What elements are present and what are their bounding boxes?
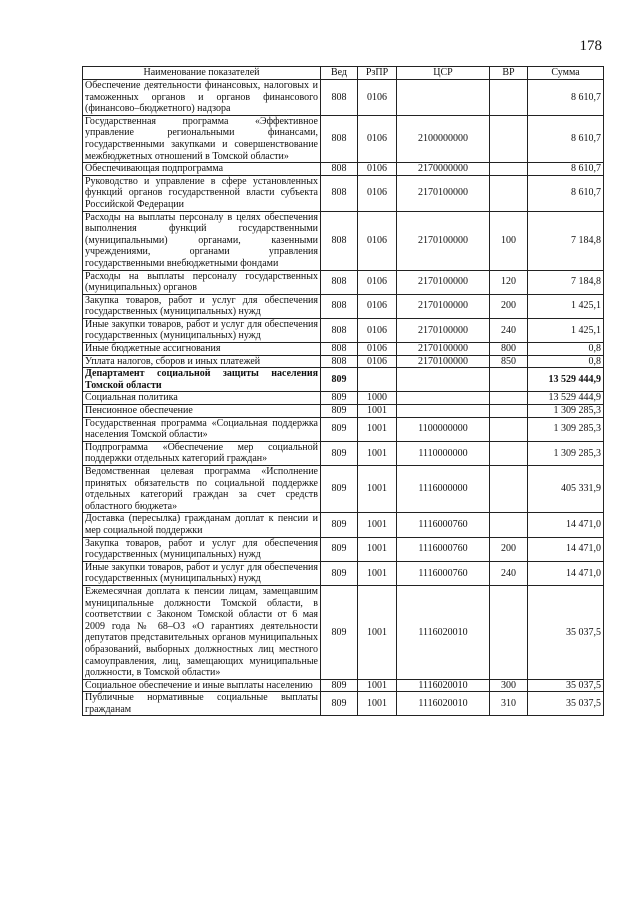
- cell-ved: 808: [321, 270, 358, 294]
- cell-sum: 13 529 444,9: [528, 392, 604, 405]
- cell-name: Иные бюджетные ассигнования: [83, 343, 321, 356]
- cell-name: Социальная политика: [83, 392, 321, 405]
- cell-ved: 809: [321, 585, 358, 679]
- table-row: [83, 537, 604, 561]
- cell-ved: 808: [321, 355, 358, 368]
- header-vr: ВР: [490, 67, 528, 80]
- table-row: [83, 692, 604, 716]
- table-row: [83, 513, 604, 537]
- cell-vr: [490, 466, 528, 513]
- cell-sum: 8 610,7: [528, 163, 604, 176]
- cell-vr: [490, 392, 528, 405]
- cell-ved: 809: [321, 417, 358, 441]
- cell-name: Ведомственная целевая программа «Исполнение принятых обязательств по социальной поддержке отдельных категорий граждан за счет средств областного бюджета»: [83, 466, 321, 513]
- cell-sum: 8 610,7: [528, 115, 604, 162]
- cell-sum: 14 471,0: [528, 537, 604, 561]
- cell-sum: 7 184,8: [528, 270, 604, 294]
- cell-rzpr: 0106: [358, 163, 397, 176]
- table-row: [83, 585, 604, 679]
- table-header-row: [83, 67, 604, 80]
- cell-sum: 8 610,7: [528, 80, 604, 116]
- header-csr: ЦСР: [397, 67, 490, 80]
- cell-csr: 1100000000: [397, 417, 490, 441]
- cell-ved: 808: [321, 211, 358, 270]
- table-row: [83, 368, 604, 392]
- cell-rzpr: 1001: [358, 466, 397, 513]
- cell-rzpr: 1000: [358, 392, 397, 405]
- cell-ved: 809: [321, 466, 358, 513]
- cell-sum: 14 471,0: [528, 513, 604, 537]
- cell-vr: 800: [490, 343, 528, 356]
- cell-name: Уплата налогов, сборов и иных платежей: [83, 355, 321, 368]
- cell-rzpr: 0106: [358, 343, 397, 356]
- table-row: [83, 441, 604, 465]
- cell-sum: 7 184,8: [528, 211, 604, 270]
- cell-rzpr: 1001: [358, 417, 397, 441]
- table-row: [83, 318, 604, 342]
- cell-ved: 809: [321, 368, 358, 392]
- cell-rzpr: 0106: [358, 355, 397, 368]
- table-row: [83, 355, 604, 368]
- table-row: [83, 561, 604, 585]
- cell-csr: 2170100000: [397, 318, 490, 342]
- table-row: [83, 466, 604, 513]
- cell-csr: 1116000760: [397, 561, 490, 585]
- table-row: [83, 115, 604, 162]
- header-ved: Вед: [321, 67, 358, 80]
- cell-rzpr: 0106: [358, 211, 397, 270]
- cell-ved: 809: [321, 537, 358, 561]
- cell-name: Доставка (пересылка) гражданам доплат к пенсии и мер социальной поддержки: [83, 513, 321, 537]
- cell-vr: 100: [490, 211, 528, 270]
- cell-sum: 0,8: [528, 355, 604, 368]
- cell-rzpr: 0106: [358, 270, 397, 294]
- cell-sum: 35 037,5: [528, 585, 604, 679]
- cell-vr: [490, 513, 528, 537]
- table-row: [83, 175, 604, 211]
- cell-ved: 808: [321, 318, 358, 342]
- cell-csr: 2170000000: [397, 163, 490, 176]
- cell-sum: 1 309 285,3: [528, 417, 604, 441]
- cell-name: Иные закупки товаров, работ и услуг для обеспечения государственных (муниципальных) нужд: [83, 318, 321, 342]
- cell-vr: 240: [490, 561, 528, 585]
- table-row: [83, 294, 604, 318]
- cell-rzpr: 1001: [358, 561, 397, 585]
- cell-sum: 14 471,0: [528, 561, 604, 585]
- cell-ved: 808: [321, 175, 358, 211]
- table-row: [83, 80, 604, 116]
- cell-csr: 1116000760: [397, 513, 490, 537]
- cell-csr: 2170100000: [397, 343, 490, 356]
- cell-csr: 2100000000: [397, 115, 490, 162]
- cell-vr: 120: [490, 270, 528, 294]
- cell-sum: 8 610,7: [528, 175, 604, 211]
- cell-csr: 2170100000: [397, 294, 490, 318]
- cell-rzpr: 1001: [358, 513, 397, 537]
- cell-csr: 1116020010: [397, 585, 490, 679]
- cell-ved: 808: [321, 343, 358, 356]
- cell-sum: 1 309 285,3: [528, 441, 604, 465]
- cell-rzpr: 1001: [358, 537, 397, 561]
- cell-vr: [490, 405, 528, 418]
- table-row: [83, 343, 604, 356]
- cell-ved: 809: [321, 441, 358, 465]
- cell-vr: [490, 585, 528, 679]
- cell-name: Государственная программа «Эффективное управление региональными финансами, государственными закупками и совершенствование межбюджетных отношений в Томской области»: [83, 115, 321, 162]
- table-row: [83, 405, 604, 418]
- cell-ved: 809: [321, 392, 358, 405]
- cell-ved: 808: [321, 294, 358, 318]
- table-row: [83, 163, 604, 176]
- cell-name: Пенсионное обеспечение: [83, 405, 321, 418]
- cell-sum: 35 037,5: [528, 679, 604, 692]
- cell-ved: 809: [321, 692, 358, 716]
- table-row: [83, 417, 604, 441]
- cell-sum: 1 309 285,3: [528, 405, 604, 418]
- page-number: 178: [579, 38, 602, 54]
- cell-csr: 2170100000: [397, 270, 490, 294]
- cell-vr: 850: [490, 355, 528, 368]
- cell-vr: 300: [490, 679, 528, 692]
- cell-name: Департамент социальной защиты населения Томской области: [83, 368, 321, 392]
- cell-csr: 2170100000: [397, 211, 490, 270]
- cell-ved: 808: [321, 163, 358, 176]
- cell-vr: [490, 175, 528, 211]
- cell-vr: [490, 417, 528, 441]
- cell-sum: 1 425,1: [528, 294, 604, 318]
- cell-vr: 240: [490, 318, 528, 342]
- cell-rzpr: 0106: [358, 115, 397, 162]
- cell-csr: 2170100000: [397, 355, 490, 368]
- cell-csr: 1110000000: [397, 441, 490, 465]
- cell-vr: 310: [490, 692, 528, 716]
- cell-name: Иные закупки товаров, работ и услуг для обеспечения государственных (муниципальных) нужд: [83, 561, 321, 585]
- cell-ved: 809: [321, 679, 358, 692]
- cell-csr: 1116000000: [397, 466, 490, 513]
- cell-rzpr: 1001: [358, 585, 397, 679]
- cell-name: Публичные нормативные социальные выплаты гражданам: [83, 692, 321, 716]
- cell-csr: [397, 368, 490, 392]
- cell-rzpr: 1001: [358, 692, 397, 716]
- cell-rzpr: 0106: [358, 318, 397, 342]
- cell-csr: 1116020010: [397, 692, 490, 716]
- cell-sum: 35 037,5: [528, 692, 604, 716]
- cell-name: Ежемесячная доплата к пенсии лицам, замещавшим муниципальные должности Томской области, в соответствии с Законом Томской области от 6 мая 2009 года № 68–ОЗ «О гарантиях деятельности депутатов представительных органов муниципальных образований, выборных должностных лиц местного самоуправления, лиц, замещающих муниципальные должности, в Томской области»: [83, 585, 321, 679]
- cell-csr: [397, 405, 490, 418]
- cell-ved: 808: [321, 115, 358, 162]
- cell-vr: 200: [490, 294, 528, 318]
- cell-name: Обеспечение деятельности финансовых, налоговых и таможенных органов и органов финансового (финансово–бюджетного) надзора: [83, 80, 321, 116]
- cell-name: Государственная программа «Социальная поддержка населения Томской области»: [83, 417, 321, 441]
- table-row: [83, 679, 604, 692]
- cell-sum: 405 331,9: [528, 466, 604, 513]
- cell-ved: 808: [321, 80, 358, 116]
- cell-csr: [397, 392, 490, 405]
- cell-rzpr: 0106: [358, 294, 397, 318]
- table-row: [83, 211, 604, 270]
- cell-ved: 809: [321, 405, 358, 418]
- cell-csr: 2170100000: [397, 175, 490, 211]
- cell-name: Расходы на выплаты персоналу в целях обеспечения выполнения функций государственными (муниципальными) органами, казенными учреждениями, органами управления государственными внебюджетными фондами: [83, 211, 321, 270]
- cell-rzpr: 1001: [358, 405, 397, 418]
- cell-vr: [490, 441, 528, 465]
- cell-name: Расходы на выплаты персоналу государственных (муниципальных) органов: [83, 270, 321, 294]
- cell-name: Подпрограмма «Обеспечение мер социальной поддержки отдельных категорий граждан»: [83, 441, 321, 465]
- cell-rzpr: 0106: [358, 80, 397, 116]
- cell-rzpr: [358, 368, 397, 392]
- cell-sum: 13 529 444,9: [528, 368, 604, 392]
- cell-csr: [397, 80, 490, 116]
- cell-csr: 1116020010: [397, 679, 490, 692]
- cell-rzpr: 1001: [358, 679, 397, 692]
- cell-vr: 200: [490, 537, 528, 561]
- cell-csr: 1116000760: [397, 537, 490, 561]
- cell-name: Закупка товаров, работ и услуг для обеспечения государственных (муниципальных) нужд: [83, 294, 321, 318]
- cell-ved: 809: [321, 513, 358, 537]
- header-name: Наименование показателей: [83, 67, 321, 80]
- cell-name: Обеспечивающая подпрограмма: [83, 163, 321, 176]
- cell-rzpr: 1001: [358, 441, 397, 465]
- cell-rzpr: 0106: [358, 175, 397, 211]
- cell-vr: [490, 115, 528, 162]
- header-rzpr: РзПР: [358, 67, 397, 80]
- cell-vr: [490, 163, 528, 176]
- cell-sum: 0,8: [528, 343, 604, 356]
- cell-name: Социальное обеспечение и иные выплаты населению: [83, 679, 321, 692]
- table-row: [83, 270, 604, 294]
- cell-ved: 809: [321, 561, 358, 585]
- cell-vr: [490, 80, 528, 116]
- cell-name: Руководство и управление в сфере установленных функций органов государственной власти субъекта Российской Федерации: [83, 175, 321, 211]
- header-sum: Сумма: [528, 67, 604, 80]
- cell-name: Закупка товаров, работ и услуг для обеспечения государственных (муниципальных) нужд: [83, 537, 321, 561]
- cell-sum: 1 425,1: [528, 318, 604, 342]
- budget-table: [82, 66, 604, 716]
- cell-vr: [490, 368, 528, 392]
- table-row: [83, 392, 604, 405]
